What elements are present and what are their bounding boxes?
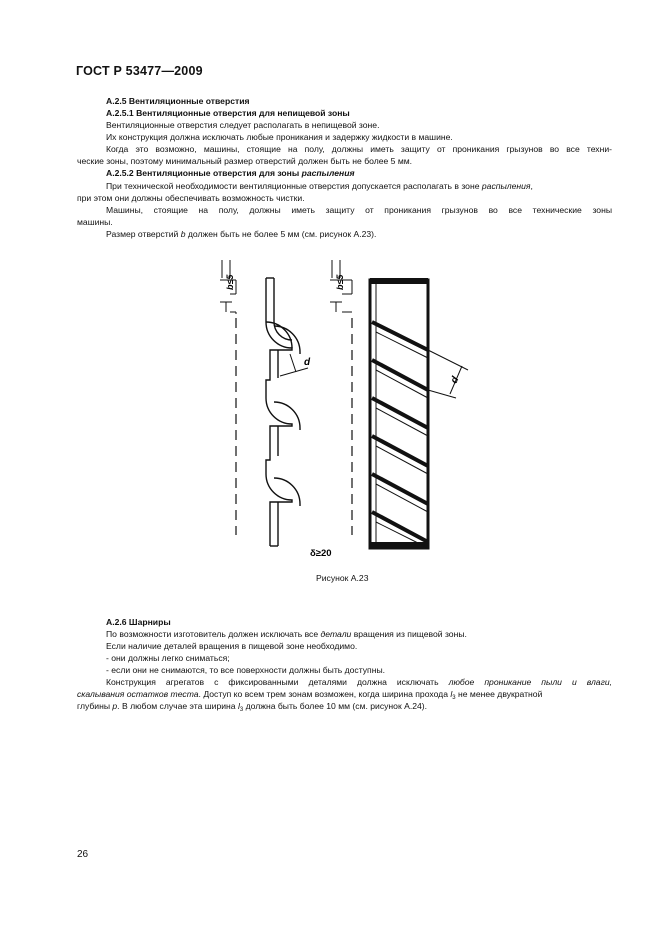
paragraph: Их конструкция должна исключать любые проникания и задержку жидкости в машине.	[106, 132, 453, 142]
heading-italic: распыления	[301, 168, 355, 178]
figure-caption: Рисунок А.23	[316, 573, 369, 583]
italic-text: любое проникание пыли и влаги,	[448, 677, 612, 687]
list-item: - если они не снимаются, то все поверхности должны быть доступны.	[106, 665, 386, 675]
label-b-left: b≤5	[225, 274, 235, 290]
dimension-d-right	[428, 350, 468, 398]
paragraph-line: машины.	[77, 217, 113, 227]
text: вращения из пищевой зоны.	[351, 629, 467, 639]
page-number: 26	[77, 849, 89, 860]
italic-text: скалывания остатков теста	[77, 689, 199, 699]
paragraph-line	[106, 677, 612, 688]
paragraph-line	[77, 701, 427, 716]
wavy-profile	[266, 278, 300, 546]
text: . В любом случае эта ширина	[117, 701, 238, 711]
symbol-p: p	[112, 701, 118, 711]
italic-text: распыления	[481, 181, 531, 191]
text: Размер отверстий	[106, 229, 181, 239]
text: должна быть более 10 мм (см. рисунок А.24).	[243, 701, 428, 711]
paragraph-line: Когда это возможно, машины, стоящие на полу, должны иметь защиту от проникания грызунов во все техни-	[106, 144, 612, 154]
section-heading-a26: А.2.6 Шарниры	[106, 617, 171, 627]
subsection-heading-a251: А.2.5.1 Вентиляционные отверстия для непищевой зоны	[106, 108, 350, 118]
label-b-right: b≤5	[335, 274, 345, 290]
text: Конструкция агрегатов с фиксированными деталями должна исключать	[106, 677, 449, 687]
italic-text: b	[180, 229, 186, 239]
text: должен быть не более 5 мм (см. рисунок А.23).	[185, 229, 377, 239]
text: глубины	[77, 701, 113, 711]
paragraph-line	[106, 181, 533, 192]
text: ,	[530, 181, 533, 191]
figure-a23-drawing	[200, 250, 460, 560]
paragraph-line	[106, 629, 467, 640]
paragraph: Если наличие деталей вращения в пищевой зоне необходимо.	[106, 641, 358, 651]
paragraph-line: при этом они должны обеспечивать возможность чистки.	[77, 193, 305, 203]
italic-text: детали	[320, 629, 352, 639]
paragraph: Вентиляционные отверстия следует располагать в непищевой зоне.	[106, 120, 380, 130]
text: По возможности изготовитель должен исключать все	[106, 629, 321, 639]
text: не менее двукратной	[455, 689, 543, 699]
text: При технической необходимости вентиляционные отверстия допускается располагать в зоне	[106, 181, 482, 191]
text: . Доступ ко всем трем зонам возможен, когда ширина прохода	[198, 689, 451, 699]
list-item: - они должны легко сниматься;	[106, 653, 230, 663]
symbol-l: l	[450, 689, 453, 699]
label-d-left: d	[304, 357, 311, 368]
paragraph-line	[106, 229, 376, 240]
subscript: 3	[239, 707, 244, 713]
section-heading-a25: А.2.5 Вентиляционные отверстия	[106, 96, 250, 106]
symbol-l: l	[237, 701, 240, 711]
paragraph-line: Машины, стоящие на полу, должны иметь защиту от проникания грызунов во все технические зоны	[106, 205, 612, 215]
label-d-right: d	[448, 375, 462, 386]
paragraph-line: ческие зоны, поэтому минимальный размер отверстий должен быть не более 5 мм.	[77, 156, 413, 166]
label-delta: δ≥20	[310, 548, 332, 559]
document-header: ГОСТ Р 53477—2009	[76, 64, 203, 78]
subsection-heading-a252	[106, 168, 355, 179]
heading-text: А.2.5.2 Вентиляционные отверстия для зоны	[106, 168, 302, 178]
subscript: 3	[452, 695, 456, 701]
